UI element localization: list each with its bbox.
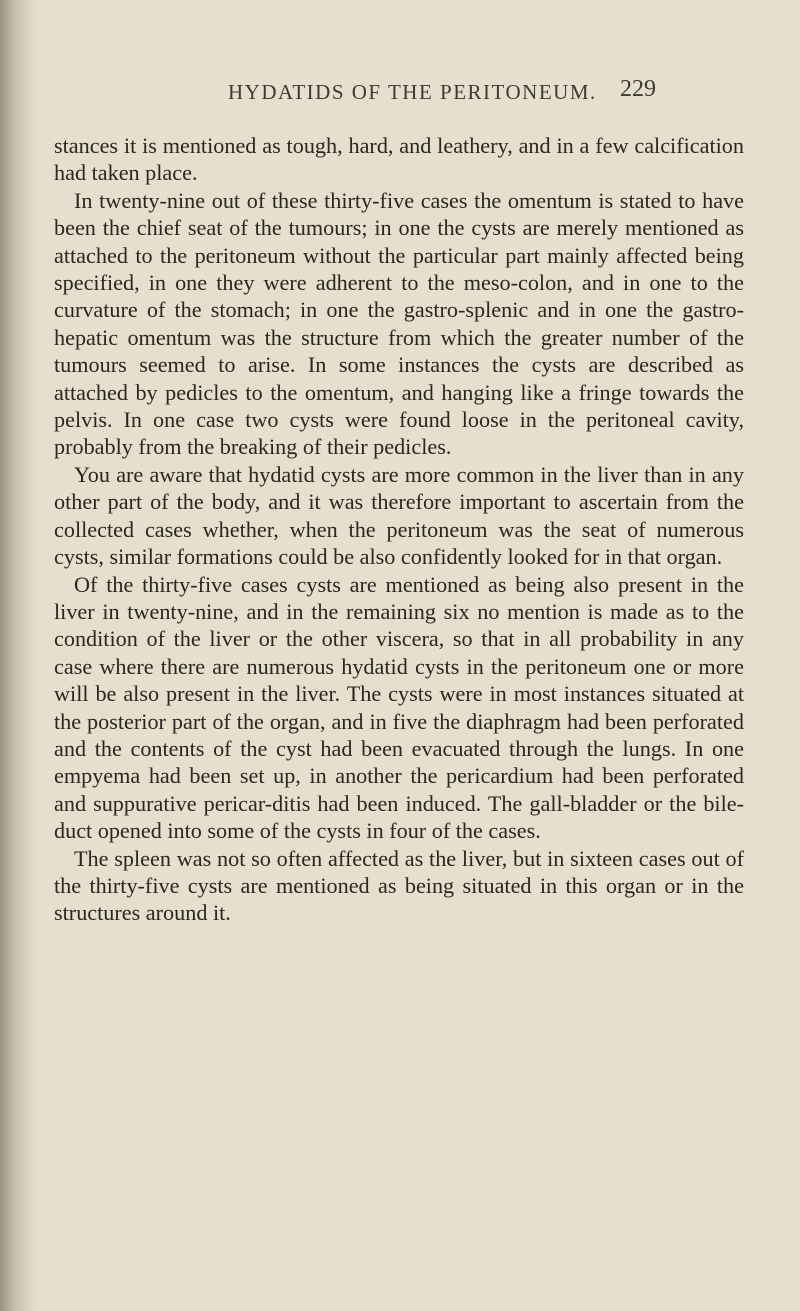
page-header bbox=[0, 76, 800, 116]
paragraph-1: stances it is mentioned as tough, hard, and leathery, and in a few calcification had taken place. bbox=[54, 133, 744, 186]
page-number: 229 bbox=[620, 76, 656, 102]
binding-shadow bbox=[0, 0, 38, 1311]
paragraph-3: You are aware that hydatid cysts are more common in the liver than in any other part of the body, and it was therefore important to ascertain from the collected cases whether, when the peritoneum was the seat of numerous cysts, similar formations could be also confidently looked for in that organ. bbox=[54, 461, 744, 570]
paragraph-4: Of the thirty-five cases cysts are mentioned as being also present in the liver in twenty-nine, and in the remaining six no mention is made as to the condition of the liver or the other viscera, so that in all probability in any case where there are numerous hydatid cysts in the peritoneum one or more will be also present in the liver. The cysts were in most instances situated at the posterior part of the organ, and in five the diaphragm had been perforated and the contents of the cyst had been evacuated through the lungs. In one empyema had been set up, in another the pericardium had been perforated and suppurative pericar-ditis had been induced. The gall-bladder or the bile-duct opened into some of the cysts in four of the cases. bbox=[54, 571, 744, 844]
body-text bbox=[54, 132, 744, 927]
running-title: HYDATIDS OF THE PERITONEUM. bbox=[228, 80, 597, 104]
paragraph-2: In twenty-nine out of these thirty-five cases the omentum is stated to have been the chief seat of the tumours; in one the cysts are merely mentioned as attached to the peritoneum without the particular part mainly affected being specified, in one they were adherent to the meso-colon, and in one to the curvature of the stomach; in one the gastro-splenic and in one the gastro-hepatic omentum was the structure from which the greater number of the tumours seemed to arise. In some instances the cysts are described as attached by pedicles to the omentum, and hanging like a fringe towards the pelvis. In one case two cysts were found loose in the peritoneal cavity, probably from the breaking of their pedicles. bbox=[54, 187, 744, 460]
paragraph-5: The spleen was not so often affected as the liver, but in sixteen cases out of the thirty-five cysts are mentioned as being situated in this organ or in the structures around it. bbox=[54, 845, 744, 926]
